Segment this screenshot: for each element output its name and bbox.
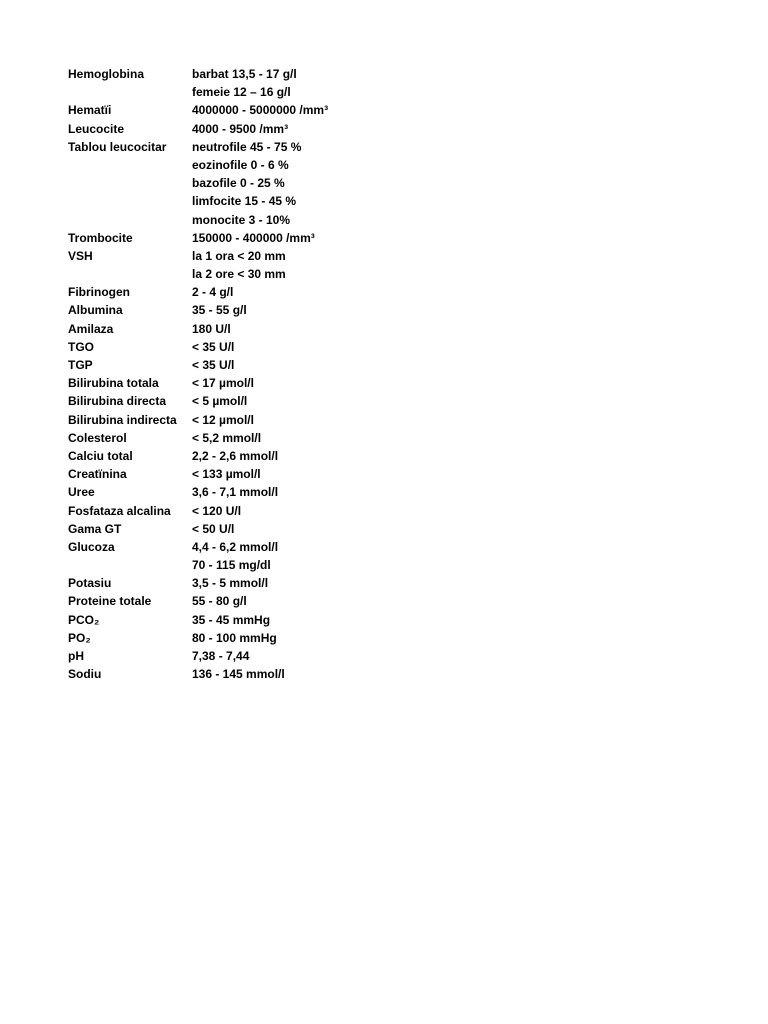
parameter-label: [68, 556, 192, 574]
table-row: [68, 283, 368, 301]
parameter-label: pH: [68, 649, 84, 663]
reference-value: neutrofile 45 - 75 %: [192, 139, 302, 154]
reference-value: < 133 µmol/l: [192, 467, 261, 482]
table-row: [68, 174, 368, 192]
reference-value: < 120 U/l: [192, 503, 242, 518]
table-row: [68, 502, 368, 520]
parameter-label: Sodiu: [68, 667, 102, 682]
reference-value: 150000 - 400000 /mm³: [192, 230, 315, 245]
reference-value: 70 - 115 mg/dl: [192, 558, 271, 573]
parameter-label: Bilirubina directa: [68, 394, 167, 409]
table-row: [68, 647, 368, 665]
parameter-label: [68, 156, 192, 174]
parameter-label: Bilirubina totala: [68, 376, 159, 391]
reference-value: < 5,2 mmol/l: [192, 430, 262, 445]
parameter-label: Fosfataza alcalina: [68, 503, 171, 518]
table-row: [68, 429, 368, 447]
reference-value: 4,4 - 6,2 mmol/l: [192, 539, 279, 554]
table-row: [68, 592, 368, 610]
parameter-label: TGP: [68, 358, 93, 372]
reference-value: 55 - 80 g/l: [192, 594, 247, 609]
table-row: [68, 156, 368, 174]
parameter-label: Creatïnina: [68, 467, 127, 482]
reference-value: < 50 U/l: [192, 521, 235, 536]
reference-value: 180 U/l: [192, 321, 231, 336]
parameter-label: Proteine totale: [68, 594, 152, 609]
table-row: [68, 374, 368, 392]
parameter-label: [68, 83, 192, 101]
reference-value: bazofile 0 - 25 %: [192, 176, 285, 191]
table-row: [68, 629, 368, 647]
table-row: [68, 611, 368, 629]
parameter-label: [68, 174, 192, 192]
table-row: [68, 556, 368, 574]
parameter-label: Leucocite: [68, 121, 125, 136]
reference-value: 2,2 - 2,6 mmol/l: [192, 448, 279, 463]
table-row: [68, 520, 368, 538]
parameter-label: Colesterol: [68, 430, 127, 445]
reference-value: 35 - 55 g/l: [192, 303, 247, 318]
parameter-label: PO₂: [68, 630, 91, 645]
parameter-label: PCO₂: [68, 612, 100, 627]
table-row: [68, 65, 368, 83]
table-row: [68, 211, 368, 229]
table-row: [68, 465, 368, 483]
table-row: [68, 483, 368, 501]
parameter-label: Uree: [68, 485, 95, 500]
table-row: [68, 229, 368, 247]
reference-value: limfocite 15 - 45 %: [192, 194, 297, 209]
reference-value: la 1 ora < 20 mm: [192, 248, 286, 263]
parameter-label: [68, 192, 192, 210]
reference-values-table: [68, 65, 368, 683]
table-row: [68, 356, 368, 374]
parameter-label: Tablou leucocitar: [68, 139, 167, 154]
reference-value: 35 - 45 mmHg: [192, 612, 271, 627]
reference-value: eozinofile 0 - 6 %: [192, 157, 289, 172]
parameter-label: VSH: [68, 248, 93, 263]
table-row: [68, 138, 368, 156]
reference-value: 2 - 4 g/l: [192, 285, 234, 300]
reference-value: 4000 - 9500 /mm³: [192, 121, 289, 136]
parameter-label: Glucoza: [68, 539, 115, 554]
parameter-label: TGO: [68, 339, 94, 354]
parameter-label: Potasiu: [68, 576, 112, 591]
reference-value: < 12 µmol/l: [192, 412, 254, 427]
reference-value: 3,5 - 5 mmol/l: [192, 576, 269, 591]
table-row: [68, 538, 368, 556]
table-row: [68, 447, 368, 465]
reference-value: 3,6 - 7,1 mmol/l: [192, 485, 279, 500]
parameter-label: Hemoglobina: [68, 67, 145, 81]
parameter-label: [68, 211, 192, 229]
parameter-label: Calciu total: [68, 448, 133, 463]
reference-value: monocite 3 - 10%: [192, 212, 291, 227]
table-row: [68, 411, 368, 429]
reference-value: 136 - 145 mmol/l: [192, 667, 285, 682]
parameter-label: Albumina: [68, 303, 123, 318]
parameter-label: Amilaza: [68, 321, 114, 336]
table-row: [68, 320, 368, 338]
table-row: [68, 301, 368, 319]
parameter-label: Bilirubina indirecta: [68, 412, 177, 427]
table-row: [68, 574, 368, 592]
parameter-label: Gama GT: [68, 521, 122, 536]
parameter-label: Fibrinogen: [68, 285, 130, 300]
reference-value: femeie 12 – 16 g/l: [192, 85, 291, 100]
parameter-label: [68, 265, 192, 283]
reference-value: < 35 U/l: [192, 358, 235, 372]
reference-value: < 17 µmol/l: [192, 376, 254, 391]
reference-value: barbat 13,5 - 17 g/l: [192, 67, 297, 81]
parameter-label: Hematïi: [68, 103, 112, 118]
table-row: [68, 265, 368, 283]
table-row: [68, 665, 368, 683]
table-row: [68, 101, 368, 119]
table-row: [68, 83, 368, 101]
table-row: [68, 120, 368, 138]
reference-value: 80 - 100 mmHg: [192, 630, 277, 645]
table-row: [68, 192, 368, 210]
reference-value: 4000000 - 5000000 /mm³: [192, 103, 329, 118]
reference-value: 7,38 - 7,44: [192, 649, 250, 663]
table-row: [68, 247, 368, 265]
table-row: [68, 338, 368, 356]
parameter-label: Trombocite: [68, 230, 133, 245]
reference-value: < 35 U/l: [192, 339, 235, 354]
reference-value: la 2 ore < 30 mm: [192, 267, 286, 282]
reference-value: < 5 µmol/l: [192, 394, 248, 409]
table-row: [68, 392, 368, 410]
